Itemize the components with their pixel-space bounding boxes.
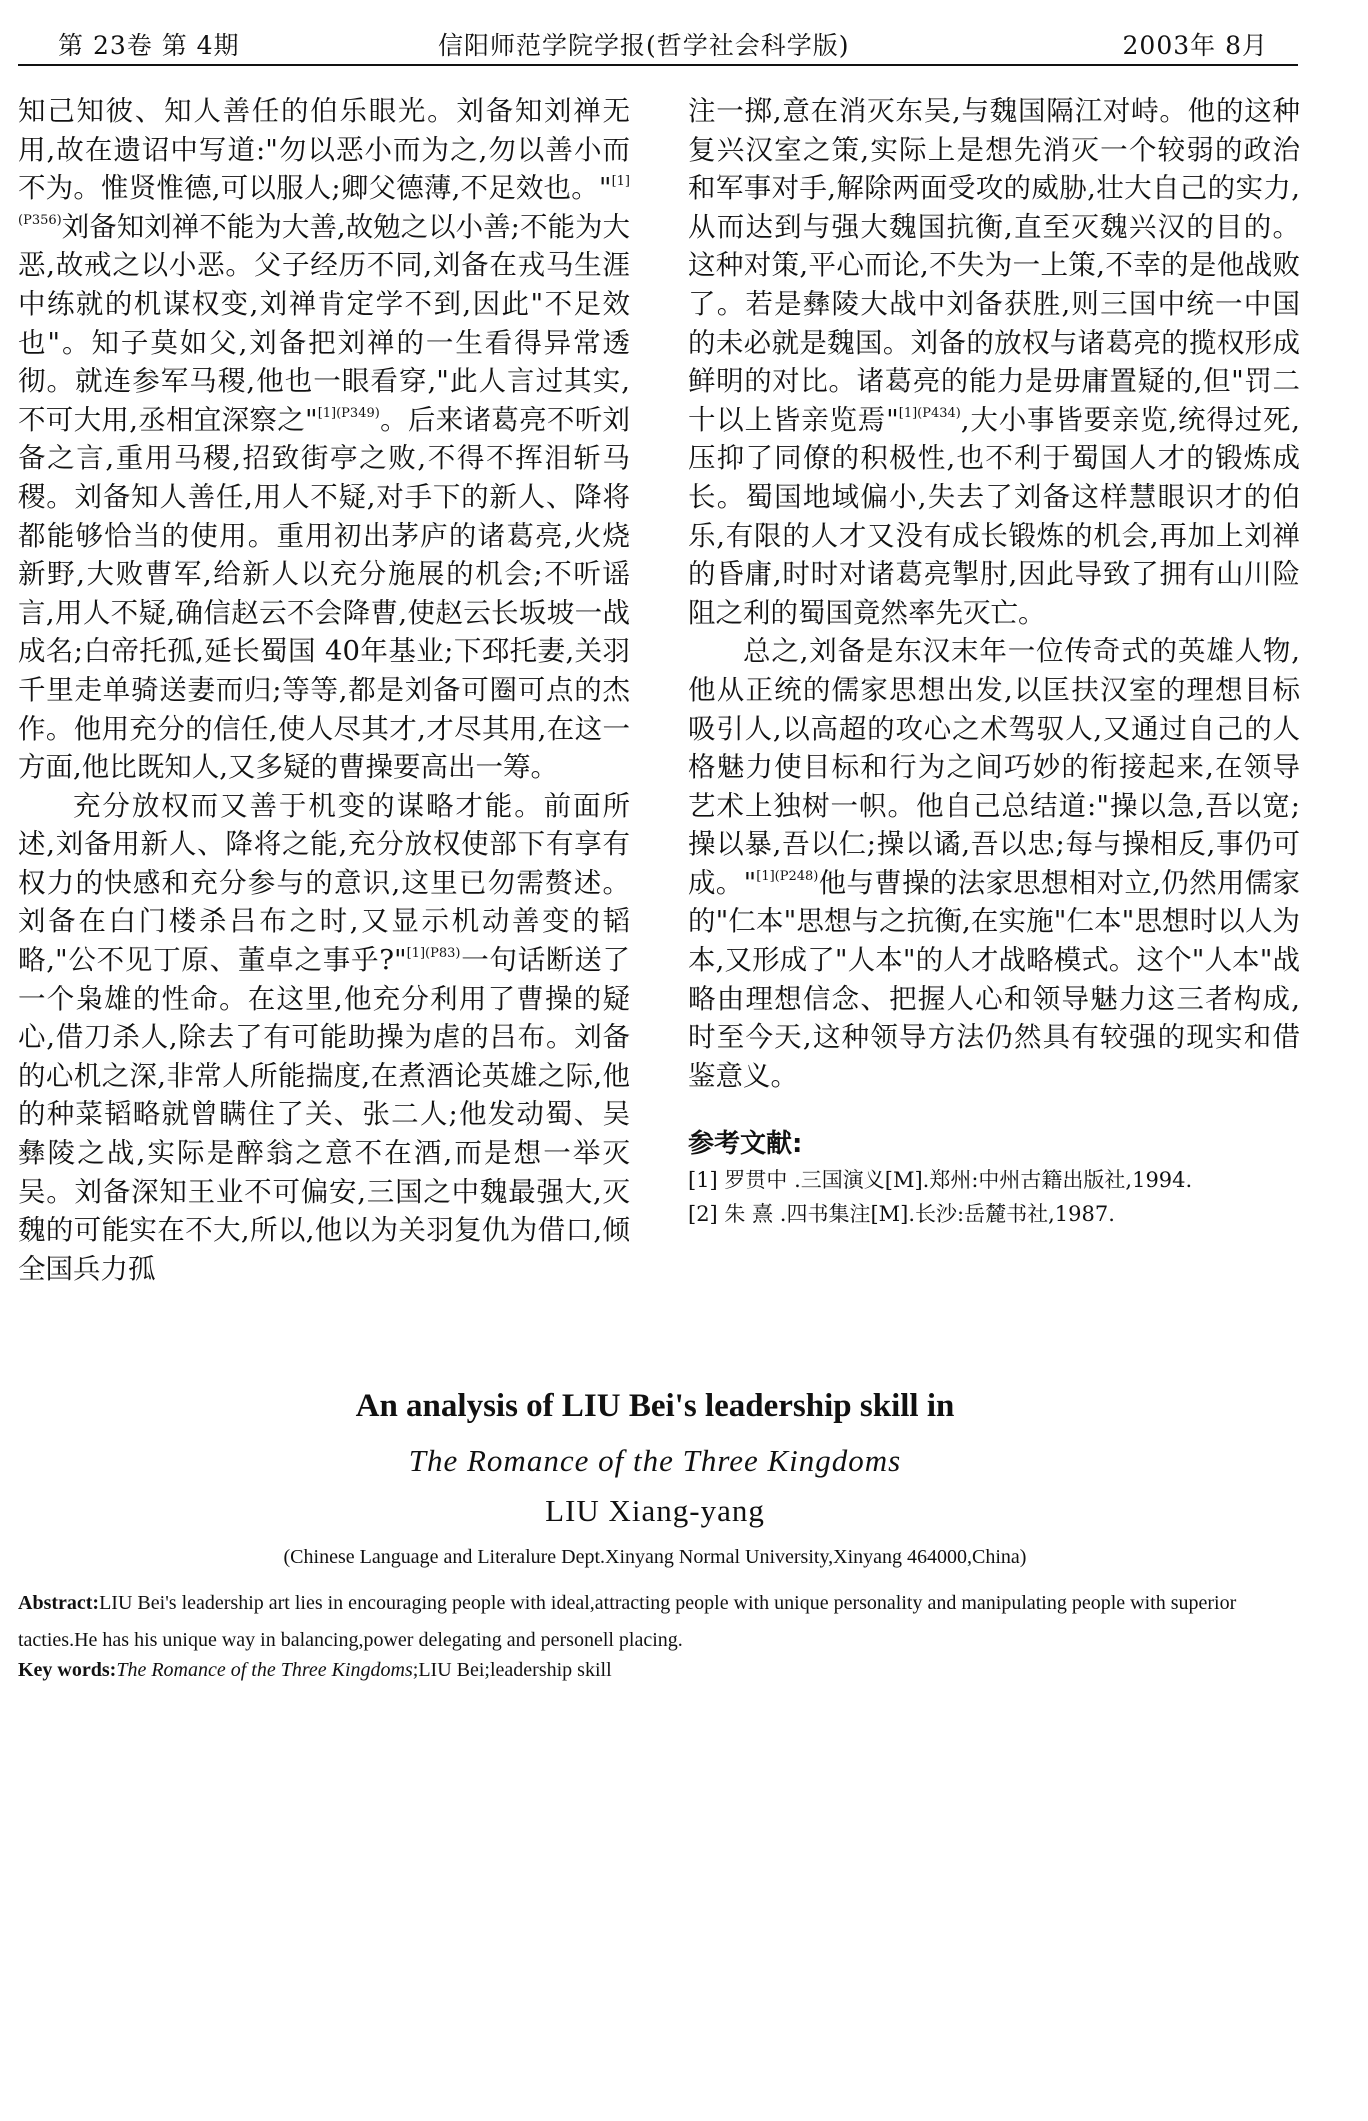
paragraph-delegation [18, 787, 630, 1289]
paragraph-text: 知己知彼、知人善任的伯乐眼光。刘备知刘禅无用,故在遗诏中写道:"勿以恶小而为之,勿以善小而不为。惟贤惟德,可以服人;卿父德薄,不足效也。" [18, 95, 630, 205]
english-title-italic: The Romance of the Three Kingdoms [408, 1443, 902, 1478]
english-affiliation: (Chinese Language and Literalure Dept.Xinyang Normal University,Xinyang 464000,China) [283, 1546, 1027, 1568]
paragraph-text: 刘备知刘禅不能为大善,故勉之以小善;不能为大恶,故戒之以小恶。父子经历不同,刘备在戎马生涯中练就的机谋权变,刘禅肯定学不到,因此"不足效也"。知子莫如父,刘备把刘禅的一生看得异常透彻。就连参军马稷,他也一眼看穿,"此人言过其实,不可大用,丞相宜深察之" [18, 210, 630, 436]
keywords-label: Key words: [18, 1659, 117, 1681]
paragraph-strategy [688, 92, 1300, 632]
reference-item: [1] 罗贯中 .三国演义[M].郑州:中州古籍出版社,1994. [688, 1168, 1193, 1193]
citation-mark: [1](P83) [406, 946, 461, 962]
paragraph-text: 一句话断送了一个枭雄的性命。在这里,他充分利用了曹操的疑心,借刀杀人,除去了有可能助操为虐的吕布。刘备的心机之深,非常人所能揣度,在煮酒论英雄之际,他的种菜韬略就曾瞒住了关、张二人;他发动蜀、吴彝陵之战,实际是醉翁之意不在酒,而是想一举灭吴。刘备深知王业不可偏安,三国之中魏最强大,灭魏的可能实在不大,所以,他以为关羽复仇为借口,倾全国兵力孤 [18, 944, 630, 1285]
citation-mark: [1](P356) [18, 174, 630, 228]
english-keywords [18, 1655, 1308, 1685]
citation-mark: [1](P349) [317, 405, 380, 421]
issue-date: 2003年 8月 [1122, 31, 1268, 60]
paragraph-text: ,大小事皆要亲览,统得过死,压抑了同僚的积极性,也不利于蜀国人才的锻炼成长。蜀国地域偏小,失去了刘备这样慧眼识才的伯乐,有限的人才又没有成长锻炼的机会,再加上刘禅的昏庸,时时对诸葛亮掣肘,因此导致了拥有山川险阻之利的蜀国竟然率先灭亡。 [688, 403, 1300, 629]
paragraph-text: 注一掷,意在消灭东吴,与魏国隔江对峙。他的这种复兴汉室之策,实际上是想先消灭一个较弱的政治和军事对手,解除两面受攻的威胁,壮大自己的实力,从而达到与强大魏国抗衡,直至灭魏兴汉的目的。这种对策,平心而论,不失为一上策,不幸的是他战败了。若是彝陵大战中刘备获胜,则三国中统一中国的未必就是魏国。刘备的放权与诸葛亮的揽权形成鲜明的对比。诸葛亮的能力是毋庸置疑的,但"罚二十以上皆亲览焉" [688, 95, 1300, 436]
paragraph-text: 充分放权而又善于机变的谋略才能。前面所述,刘备用新人、降将之能,充分放权使部下有享有权力的快感和充分参与的意识,这里已勿需赘述。刘备在白门楼杀吕布之时,又显示机动善变的韬略,"公不见丁原、董卓之事乎?" [18, 789, 630, 977]
keywords-italic: The Romance of the Three Kingdoms [116, 1659, 413, 1681]
abstract-label: Abstract: [18, 1592, 100, 1614]
paragraph-text: 。后来诸葛亮不听刘备之言,重用马稷,招致街亭之败,不得不挥泪斩马稷。刘备知人善任,用人不疑,对手下的新人、降将都能够恰当的使用。重用初出茅庐的诸葛亮,火烧新野,大败曹军,给新人以充分施展的机会;不听谣言,用人不疑,确信赵云不会降曹,使赵云长坂坡一战成名;白帝托孤,延长蜀国 40年基业;下邳托妻,关羽千里走单骑送妻而归;等等,都是刘备可圈可点的杰作。他用充分的信任,使人尽其才,才尽其用,在这一方面,他比既知人,又多疑的曹操要高出一筹。 [18, 403, 631, 784]
journal-name: 信阳师范学院学报(哲学社会科学版) [438, 31, 850, 60]
paragraph-text: 他与曹操的法家思想相对立,仍然用儒家的"仁本"思想与之抗衡,在实施"仁本"思想时以人为本,又形成了"人本"的人才战略模式。这个"人本"战略由理想信念、把握人心和领导魅力这三者构成,时至今天,这种领导方法仍然具有较强的现实和借鉴意义。 [688, 866, 1300, 1092]
english-abstract [18, 1585, 1308, 1659]
references-section [688, 1125, 1300, 1231]
paragraph-knowing-people [18, 92, 630, 787]
reference-item: [2] 朱 熹 .四书集注[M].长沙:岳麓书社,1987. [688, 1202, 1115, 1227]
left-column [18, 92, 630, 1288]
citation-mark: [1](P248) [756, 868, 819, 884]
paragraph-conclusion [688, 632, 1300, 1095]
page-header [18, 26, 1298, 66]
citation-mark: [1](P434) [898, 405, 961, 421]
abstract-text: LIU Bei's leadership art lies in encouraging people with ideal,attracting people with unique personality and manipulating people with superior tacties.He has his unique way in balancing,power delegating and personell placing. [18, 1592, 1237, 1651]
english-title: An analysis of LIU Bei's leadership skill in [355, 1388, 955, 1424]
volume-issue: 第 23卷 第 4期 [58, 31, 240, 60]
references-title: 参考文献: [688, 1129, 803, 1160]
paragraph-text: 总之,刘备是东汉末年一位传奇式的英雄人物,他从正统的儒家思想出发,以匡扶汉室的理想目标吸引人,以高超的攻心之术驾驭人,又通过自己的人格魅力使目标和行为之间巧妙的衔接起来,在领导艺术上独树一帜。他自己总结道:"操以急,吾以宽;操以暴,吾以仁;操以谲,吾以忠;每与操相反,事仍可成。" [688, 635, 1300, 899]
right-column [688, 92, 1300, 1231]
keywords-text: ;LIU Bei;leadership skill [412, 1659, 612, 1681]
english-author: LIU Xiang-yang [545, 1493, 765, 1528]
